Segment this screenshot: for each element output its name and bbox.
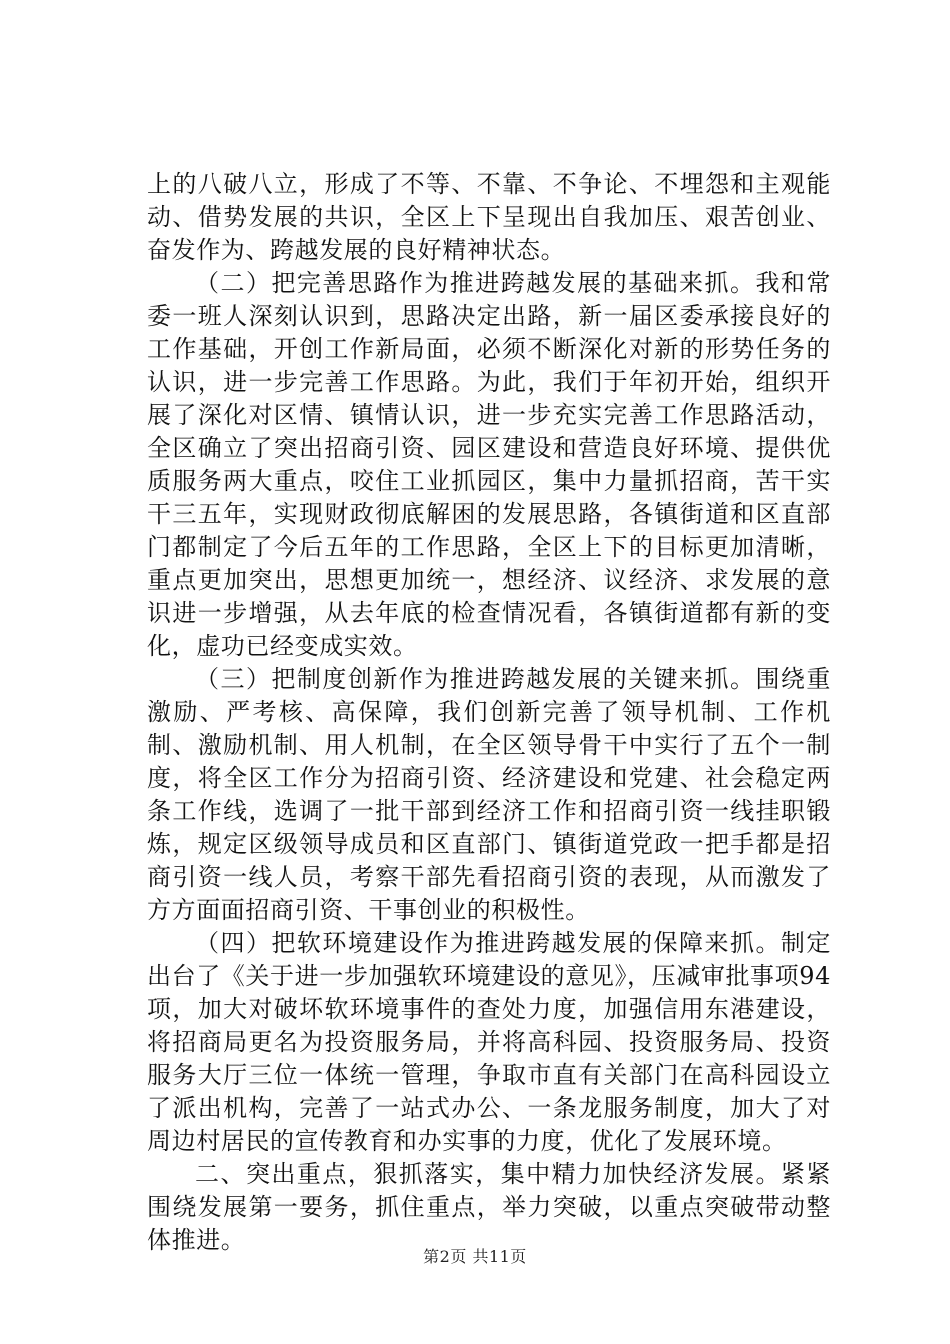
page-number-footer: 第2页 共11页 xyxy=(423,1247,527,1266)
document-body xyxy=(147,168,831,1257)
paragraph-section-3: （三）把制度创新作为推进跨越发展的关键来抓。围绕重激励、严考核、高保障，我们创新完善了领导机制、工作机制、激励机制、用人机制，在全区领导骨干中实行了五个一制度，将全区工作分为招商引资、经济建设和党建、社会稳定两条工作线，选调了一批干部到经济工作和招商引资一线挂职锻炼，规定区级领导成员和区直部门、镇街道党政一把手都是招商引资一线人员，考察干部先看招商引资的表现，从而激发了方方面面招商引资、干事创业的积极性。 xyxy=(147,665,831,924)
paragraph-section-4: （四）把软环境建设作为推进跨越发展的保障来抓。制定出台了《关于进一步加强软环境建设的意见》，压减审批事项94项，加大对破坏软环境事件的查处力度，加强信用东港建设，将招商局更名为投资服务局，并将高科园、投资服务局、投资服务大厅三位一体统一管理，争取市直有关部门在高科园设立了派出机构，完善了一站式办公、一条龙服务制度，加大了对周边村居民的宣传教育和办实事的力度，优化了发展环境。 xyxy=(147,929,831,1155)
paragraph-section-2: （二）把完善思路作为推进跨越发展的基础来抓。我和常委一班人深刻认识到，思路决定出路，新一届区委承接良好的工作基础，开创工作新局面，必须不断深化对新的形势任务的认识，进一步完善工作思路。为此，我们于年初开始，组织开展了深化对区情、镇情认识，进一步充实完善工作思路活动，全区确立了突出招商引资、园区建设和营造良好环境、提供优质服务两大重点，咬住工业抓园区，集中力量抓招商，苦干实干三五年，实现财政彻底解困的发展思路，各镇街道和区直部门都制定了今后五年的工作思路，全区上下的目标更加清晰，重点更加突出，思想更加统一，想经济、议经济、求发展的意识进一步增强，从去年底的检查情况看，各镇街道都有新的变化，虚功已经变成实效。 xyxy=(147,269,831,660)
paragraph-part-two: 二、突出重点，狠抓落实，集中精力加快经济发展。紧紧围绕发展第一要务，抓住重点，举力突破，以重点突破带动整体推进。 xyxy=(147,1160,831,1254)
paragraph-continuation: 上的八破八立，形成了不等、不靠、不争论、不埋怨和主观能动、借势发展的共识，全区上下呈现出自我加压、艰苦创业、奋发作为、跨越发展的良好精神状态。 xyxy=(147,170,831,264)
